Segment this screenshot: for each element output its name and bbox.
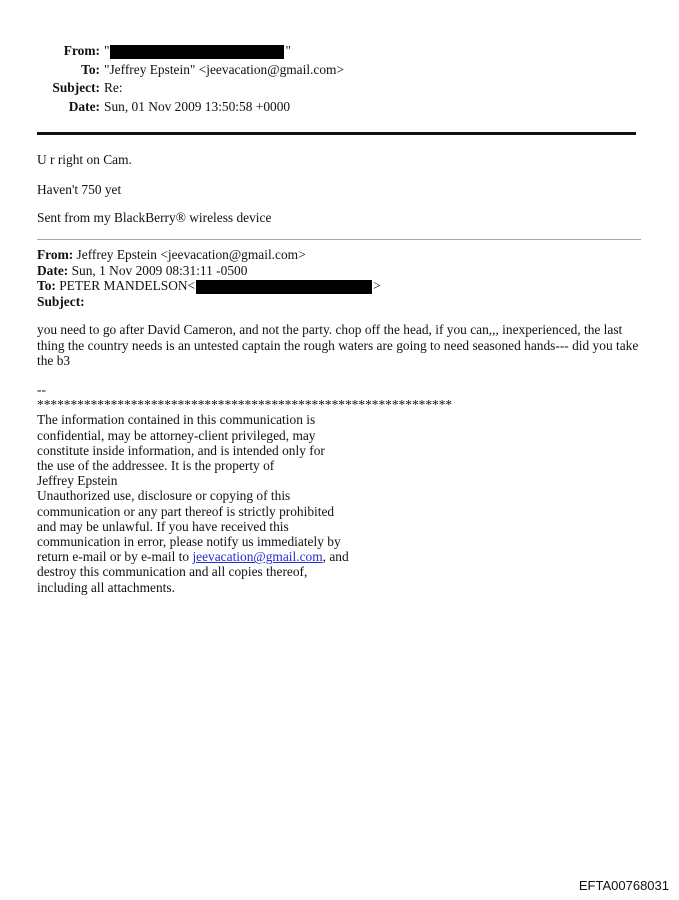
subject-value: Re: <box>104 80 123 95</box>
subject-label: Subject: <box>52 80 100 95</box>
quoted-date-row <box>37 263 381 279</box>
disclaimer-line: communication or any part thereof is strictly prohibited <box>37 503 335 519</box>
quote-divider <box>37 239 641 240</box>
disclaimer-signature <box>37 382 452 595</box>
sig-dash: -- <box>37 382 46 397</box>
disclaimer-link-line <box>37 549 452 564</box>
quote-close: " <box>285 43 291 58</box>
header-date-row <box>0 98 400 117</box>
disclaimer-line: and may be unlawful. If you have received this <box>37 518 289 534</box>
to-label: To: <box>81 61 100 77</box>
from-label: From: <box>63 43 100 58</box>
quoted-to-suffix: > <box>373 278 381 293</box>
email-header <box>0 42 400 116</box>
disclaimer-line: destroy this communication and all copies thereof, <box>37 564 308 580</box>
date-value: Sun, 01 Nov 2009 13:50:58 +0000 <box>104 98 291 114</box>
quoted-date-value: Sun, 1 Nov 2009 08:31:11 -0500 <box>68 262 248 278</box>
reply-signature: Sent from my BlackBerry® wireless device <box>37 210 272 225</box>
reply-line-2: Haven't 750 yet <box>37 182 122 197</box>
link-suffix: , and <box>322 549 349 565</box>
quoted-subject-row <box>37 294 381 310</box>
sig-stars: ************************************************************** <box>37 397 453 413</box>
quoted-body: you need to go after David Cameron, and not the party. chop off the head, if you can,,, inexperienced, the last thing the country needs is an untested captain the rough waters are going to need seasoned hands--- did you take the b3 <box>37 322 639 368</box>
quoted-from-label: From: <box>37 247 74 262</box>
header-from-row <box>0 42 400 61</box>
redaction-block <box>196 280 372 294</box>
disclaimer-line: constitute inside information, and is intended only for <box>37 442 325 458</box>
disclaimer-line: Jeffrey Epstein <box>37 473 118 489</box>
disclaimer-line: the use of the addressee. It is the property of <box>37 458 275 474</box>
email-link[interactable]: jeevacation@gmail.com <box>192 549 323 565</box>
quoted-from-value: Jeffrey Epstein <jeevacation@gmail.com> <box>73 247 306 262</box>
disclaimer-line: confidential, may be attorney-client privileged, may <box>37 427 316 443</box>
quoted-to-row <box>37 278 381 294</box>
disclaimer-line: including all attachments. <box>37 579 175 595</box>
quoted-from-row <box>37 247 381 263</box>
quoted-to-label: To: <box>37 278 56 293</box>
header-subject-row <box>0 79 400 98</box>
to-value: "Jeffrey Epstein" <jeevacation@gmail.com> <box>104 61 345 77</box>
quoted-date-label: Date: <box>37 262 69 278</box>
header-to-row <box>0 61 400 80</box>
disclaimer-line: The information contained in this communication is <box>37 412 316 428</box>
quoted-subject-label: Subject: <box>37 293 85 309</box>
header-divider <box>37 132 636 135</box>
redaction-block <box>110 45 284 59</box>
quote-open: " <box>104 43 110 58</box>
disclaimer-line: Unauthorized use, disclosure or copying of this <box>37 488 291 504</box>
quoted-header <box>37 247 381 309</box>
link-prefix: return e-mail or by e-mail to <box>37 549 193 565</box>
from-value <box>104 43 291 58</box>
quoted-to-value: PETER MANDELSON< <box>55 278 196 293</box>
disclaimer-line: communication in error, please notify us immediately by <box>37 534 341 550</box>
reply-line-1: U r right on Cam. <box>37 152 132 167</box>
document-id: EFTA00768031 <box>578 878 669 893</box>
date-label: Date: <box>68 98 100 114</box>
